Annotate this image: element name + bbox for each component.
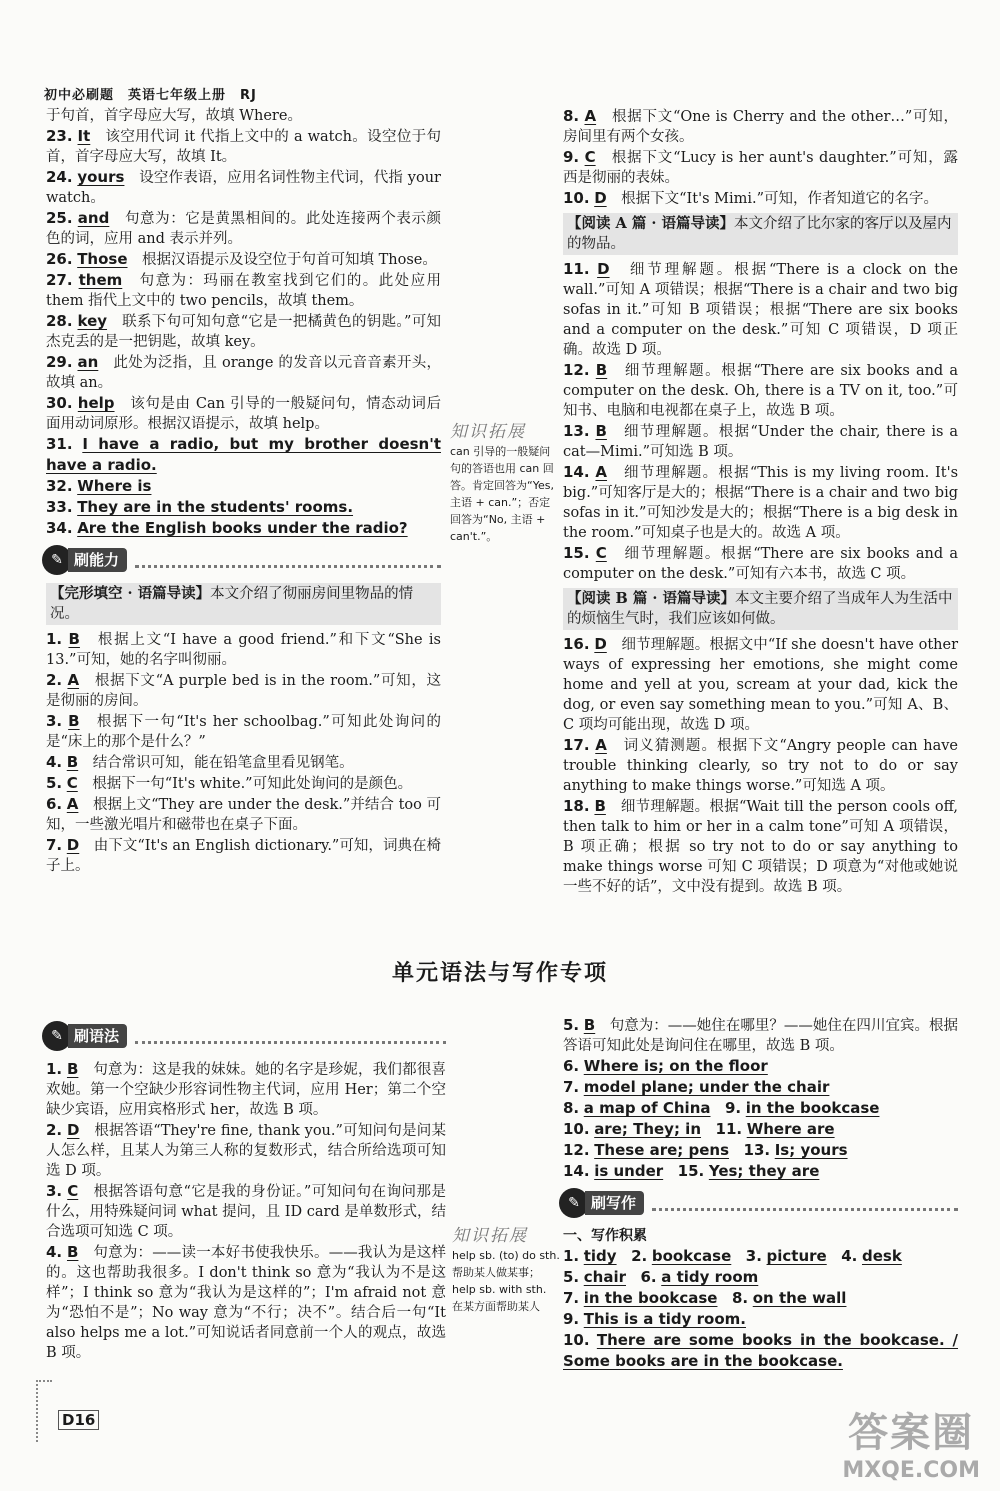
answer-key: model plane; under the chair: [583, 1078, 830, 1096]
explanation-text: 根据汉语提示及设空位于句首可知填 Those。: [142, 252, 437, 268]
answer-key: B: [66, 1243, 79, 1261]
explanation-text: 句意为：玛丽在教室找到它们的。此处应用 them 指代上文中的 two pencils，故填 them。: [46, 273, 442, 309]
answer-key: There are some books in the bookcase. / Some books are in the bookcase.: [563, 1331, 959, 1370]
reading-a-guide: [563, 213, 958, 255]
question-number: 13.: [743, 1141, 771, 1159]
explanation-text: 该句是由 Can 引导的一般疑问句，情态动词后面用动词原形。根据汉语提示，故填 help。: [46, 396, 442, 432]
answer-key: tidy: [583, 1247, 617, 1265]
answer-item: [46, 711, 441, 752]
answer-line: [563, 1140, 958, 1161]
question-number: 10.: [563, 1120, 590, 1138]
answer-item: [46, 106, 441, 126]
answer-key: C: [66, 774, 78, 792]
answer-key: in the bookcase: [583, 1289, 718, 1307]
answer-key: A: [595, 463, 608, 481]
answer-item: [46, 1120, 446, 1181]
explanation-text: 根据上文“They are under the desk.”并结合 too 可知，一些激光唱片和磁带也在桌子下面。: [46, 797, 442, 833]
explanation-text: 句意为：这是我的妹妹。她的名字是珍妮，我们都很喜欢她。第一个空缺少形容词性物主代词，应用 Her；第二个空缺少宾语，应用宾格形式 her，故选 B 项。: [46, 1062, 447, 1118]
question-number: 2.: [46, 671, 63, 689]
answer-item: [46, 208, 441, 249]
answer-key: bookcase: [651, 1247, 732, 1265]
explanation-text: 细节理解题。根据“There is a clock on the wall.”可知 A 项错误；根据“There is a chair and two big sofas in it.”可知 B 项错误；根据“There are six books and a computer on the desk.”可知 C 项错误，D 项正确。故选 D 项。: [563, 262, 959, 358]
answer-key: These are; pens: [594, 1141, 730, 1159]
grammar-answers-continued: [563, 1015, 958, 1056]
answer-item: [46, 311, 441, 352]
writing-subheading: 一、写作积累: [563, 1228, 647, 1244]
question-number: 11.: [563, 260, 590, 278]
cloze-answers-continued: [563, 106, 958, 209]
question-number: 2.: [46, 1121, 63, 1139]
answer-line: [563, 1119, 958, 1140]
explanation-text: 词义猜测题。根据下文“Angry people can have trouble thinking clearly, so try not to do or say anything to make things worse.”可知选 A 项。: [563, 738, 959, 794]
answer-item: [563, 735, 958, 796]
answer-key: B: [594, 797, 606, 815]
question-number: 4.: [46, 753, 63, 771]
answer-key: Yes; they are: [708, 1162, 820, 1180]
answer-item: [563, 543, 958, 584]
answer-item: [563, 147, 958, 188]
question-number: 14.: [563, 463, 590, 481]
answer-key: them: [78, 271, 123, 289]
question-number: 1.: [46, 1060, 63, 1078]
answer-key: B: [68, 712, 80, 730]
answer-item: [46, 1181, 446, 1242]
explanation-text: 联系下句可知句意“它是一把橘黄色的钥匙。”可知杰克丢的是一把钥匙，故填 key。: [46, 314, 442, 350]
question-number: 29.: [46, 353, 73, 371]
answer-item: [46, 167, 441, 208]
answer-item: [563, 421, 958, 462]
question-number: 9.: [563, 1310, 580, 1328]
answer-key: C: [67, 1182, 79, 1200]
answer-item: [46, 270, 441, 311]
dotted-divider: [135, 553, 441, 568]
explanation-text: 根据下一句“It's white.”可知此处询问的是颜色。: [92, 776, 413, 792]
question-number: 2.: [631, 1247, 648, 1265]
answer-key: C: [595, 544, 607, 562]
explanation-text: 由下文“It's an English dictionary.”可知，词典在椅子上。: [46, 838, 442, 874]
watermark-logo: [842, 1401, 980, 1483]
page-corner-mark: [36, 1380, 52, 1442]
answer-key: B: [66, 1060, 79, 1078]
answer-key: I have a radio, but my brother doesn't have a radio.: [46, 435, 441, 474]
answer-key: A: [67, 671, 80, 689]
pen-icon: ✎: [42, 1021, 72, 1051]
answer-item: [46, 1059, 446, 1120]
answer-lines-left: [46, 434, 441, 539]
writing-fill-lines: [563, 1246, 958, 1372]
watermark-url: MXQE.COM: [842, 1458, 980, 1483]
answer-item: [563, 462, 958, 543]
section-badge-ability: [42, 545, 441, 575]
answer-key: C: [584, 148, 596, 166]
answer-key: a map of China: [583, 1099, 711, 1117]
answer-key: D: [66, 836, 80, 854]
knowledge-note-help: [452, 1228, 560, 1315]
answer-key: help: [77, 394, 115, 412]
question-number: 3.: [46, 1182, 63, 1200]
explanation-text: 此处为泛指，且 orange 的发音以元音音素开头，故填 an。: [46, 355, 442, 391]
answer-item: [563, 796, 958, 897]
watermark-title: 答案圈: [848, 1410, 975, 1456]
question-number: 8.: [563, 1099, 580, 1117]
explanation-text: 根据上文“I have a good friend.”和下文“She is 13.”可知，她的名字叫彻丽。: [46, 632, 442, 668]
note-text: help sb. (to) do sth. 帮助某人做某事；help sb. with sth. 在某方面帮助某人: [452, 1249, 560, 1313]
explanation-text: 根据下一句“It's her schoolbag.”可知此处询问的是“床上的那个是什么？”: [46, 714, 441, 750]
answer-item: [46, 629, 441, 670]
explanation-text: 于句首，首字母应大写，故填 Where。: [46, 108, 302, 124]
explanation-text: 细节理解题。根据“Wait till the person cools off, then talk to him or her in a calm tone”可知 A 项错误，B 项正确；根据 so try not to do or say anything to make things worse 可知 C 项错误；D 项意为“对他或她说一些不好的话”，文中没有提到。故选 B 项。: [563, 799, 959, 895]
answer-item: [46, 393, 441, 434]
dotted-divider: [652, 1196, 958, 1211]
reading-b-guide: [563, 588, 958, 630]
guide-title: 【阅读 B 篇 · 语篇导读】: [567, 590, 735, 607]
question-number: 3.: [745, 1247, 762, 1265]
explanation-text: 句意为：它是黄黑相间的。此处连接两个表示颜色的词，应用 and 表示并列。: [46, 211, 442, 247]
answer-key: in the bookcase: [745, 1099, 880, 1117]
answer-item: [46, 249, 441, 270]
answer-line: [563, 1056, 958, 1077]
unit-title: 单元语法与写作专项: [391, 961, 608, 986]
answer-key: B: [595, 422, 607, 440]
answer-list-top-left: [46, 106, 441, 434]
answer-line: [563, 1077, 958, 1098]
answer-key: D: [66, 1121, 80, 1139]
question-number: 23.: [46, 127, 73, 145]
answer-line: [46, 476, 441, 497]
answer-key: B: [68, 630, 80, 648]
question-number: 4.: [46, 1243, 63, 1261]
answer-line: [563, 1246, 958, 1267]
answer-line: [563, 1330, 958, 1372]
question-number: 25.: [46, 209, 73, 227]
answer-item: [563, 106, 958, 147]
left-column: [46, 106, 441, 876]
explanation-text: 根据下文“Lucy is her aunt's daughter.”可知，露西是彻丽的表妹。: [563, 150, 959, 186]
explanation-text: 根据下文“It's Mimi.”可知，作者知道它的名字。: [621, 191, 939, 207]
question-number: 13.: [563, 422, 590, 440]
guide-title: 【完形填空 · 语篇导读】: [50, 585, 211, 602]
answer-item: [46, 835, 441, 876]
answer-item: [46, 1242, 446, 1363]
explanation-text: 设空作表语，应用名词性物主代词，代指 your watch。: [46, 170, 441, 206]
answer-key: Those: [77, 250, 128, 268]
question-number: 6.: [640, 1268, 657, 1286]
question-number: 5.: [46, 774, 63, 792]
guide-text: 本文介绍了比尔家的客厅以及屋内的物品。: [567, 216, 952, 252]
page-header: 初中必刷题 英语七年级上册 RJ: [44, 88, 257, 103]
answer-key: D: [597, 260, 610, 278]
guide-text: 本文介绍了彻丽房间里物品的情况。: [50, 586, 414, 622]
answer-key: D: [594, 189, 607, 207]
answer-key: an: [77, 353, 99, 371]
answer-item: [563, 1015, 958, 1056]
answer-item: [46, 773, 441, 794]
question-number: 8.: [563, 107, 580, 125]
answer-key: They are in the students' rooms.: [77, 498, 354, 516]
grammar-column: [46, 1015, 446, 1363]
answer-key: B: [583, 1016, 596, 1034]
explanation-text: 根据答语“They're fine, thank you.”可知问句是问某人怎么样，且某人为第三人称的复数形式，结合所给选项可知选 D 项。: [46, 1123, 446, 1179]
badge-label: 刷写作: [585, 1191, 644, 1215]
answer-key: Are the English books under the radio?: [77, 519, 408, 537]
answer-line: [563, 1309, 958, 1330]
pen-icon: ✎: [559, 1188, 589, 1218]
cloze-guide: [46, 583, 441, 625]
question-number: 30.: [46, 394, 73, 412]
question-number: 1.: [563, 1247, 580, 1265]
answer-key: Where is: [77, 477, 152, 495]
question-number: 14.: [563, 1162, 590, 1180]
question-number: 33.: [46, 498, 73, 516]
explanation-text: 句意为：——她住在哪里？——她住在四川宜宾。根据答语可知此处是询问住在哪里，故选 B 项。: [563, 1018, 959, 1054]
question-number: 12.: [563, 1141, 590, 1159]
answer-line: [563, 1267, 958, 1288]
badge-label: 刷能力: [68, 548, 127, 572]
answer-item: [46, 670, 441, 711]
answer-key: B: [66, 753, 79, 771]
cloze-answers: [46, 629, 441, 876]
answer-key: It: [77, 127, 91, 145]
explanation-text: 根据答语句意“它是我的身份证。”可知问句在询问那是什么，用特殊疑问词 what 提问，且 ID card 是单数形式，结合选项可知选 C 项。: [46, 1184, 446, 1240]
answer-line: [46, 497, 441, 518]
section-badge-grammar: [42, 1021, 446, 1051]
section-badge-writing: [559, 1188, 958, 1218]
question-number: 10.: [563, 189, 590, 207]
answer-key: B: [595, 361, 608, 379]
question-number: 16.: [563, 635, 590, 653]
explanation-text: 该空用代词 it 代指上文中的 a watch。设空位于句首，首字母应大写，故填 It。: [46, 129, 442, 165]
answer-key: A: [584, 107, 597, 125]
question-number: 31.: [46, 435, 73, 453]
question-number: 7.: [46, 836, 63, 854]
question-number: 27.: [46, 271, 73, 289]
reading-b-answers: [563, 634, 958, 897]
answer-line: [563, 1098, 958, 1119]
answer-key: a tidy room: [661, 1268, 759, 1286]
knowledge-note-can: [450, 424, 558, 545]
explanation-text: 句意为：——读一本好书使我快乐。——我认为是这样的。这也帮助我很多。I don't think so 意为“我认为不是这样”；I think so 意为“我认为是这样的”；I'm afraid not 意为“恐怕不是”；No way 意为“不行；决不”。结合后一句“It also helps me a lot.”可知说话者同意前一个人的观点，故选 B 项。: [46, 1245, 447, 1361]
answer-key: and: [77, 209, 110, 227]
grammar-fill-lines: [563, 1056, 958, 1182]
question-number: 11.: [715, 1120, 743, 1138]
explanation-text: 细节理解题。根据“This is my living room. It's big.”可知客厅是大的；根据“There is a chair and two big sofas in it.”可知沙发是大的；根据“There is a big desk in the room.”可知桌子也是大的。故选 A 项。: [563, 465, 959, 541]
explanation-text: 细节理解题。根据文中“If she doesn't have other ways of expressing her emotions, she might come home and yell at you, scream at your dad, kick the dog, or even say something mean to you.”可知 A、B、C 项均可能出现，故选 D 项。: [563, 637, 959, 733]
question-number: 6.: [46, 795, 63, 813]
explanation-text: 细节理解题。根据“There are six books and a computer on the desk. Oh, there is a TV on it, too.”可知书、电脑和电视都在桌子上，故选 B 项。: [563, 363, 959, 419]
question-number: 34.: [46, 519, 73, 537]
question-number: 15.: [677, 1162, 705, 1180]
answer-item: [46, 352, 441, 393]
question-number: 7.: [563, 1078, 580, 1096]
question-number: 7.: [563, 1289, 580, 1307]
answer-item: [46, 126, 441, 167]
question-number: 8.: [731, 1289, 749, 1307]
explanation-text: 根据下文“One is Cherry and the other…”可知，房间里有两个女孩。: [563, 109, 959, 145]
answer-key: This is a tidy room.: [583, 1310, 746, 1328]
pen-icon: ✎: [42, 545, 72, 575]
question-number: 32.: [46, 477, 73, 495]
question-number: 4.: [841, 1247, 858, 1265]
question-number: 9.: [725, 1099, 742, 1117]
note-text: can 引导的一般疑问句的答语也用 can 回答。肯定回答为“Yes, 主语 + can.”；否定回答为“No, 主语 + can't.”。: [450, 445, 554, 543]
dotted-divider: [135, 1029, 446, 1044]
question-number: 5.: [563, 1016, 580, 1034]
explanation-text: 细节理解题。根据“There are six books and a computer on the desk.”可知有六本书，故选 C 项。: [563, 546, 959, 582]
explanation-text: 根据下文“A purple bed is in the room.”可知，这是彻丽的房间。: [46, 673, 442, 709]
answer-key: is under: [594, 1162, 664, 1180]
grammar-writing-column: [563, 1015, 958, 1372]
answer-key: on the wall: [752, 1289, 847, 1307]
answer-key: desk: [861, 1247, 902, 1265]
answer-key: key: [77, 312, 108, 330]
note-title: 知识拓展: [450, 422, 526, 442]
answer-item: [563, 188, 958, 209]
answer-key: chair: [583, 1268, 626, 1286]
badge-label: 刷语法: [68, 1024, 127, 1048]
question-number: 12.: [563, 361, 590, 379]
question-number: 3.: [46, 712, 63, 730]
answer-key: A: [66, 795, 79, 813]
page-number: D16: [58, 1410, 99, 1430]
answer-line: [46, 518, 441, 539]
question-number: 26.: [46, 250, 73, 268]
answer-key: Where is; on the floor: [583, 1057, 768, 1075]
grammar-answers: [46, 1059, 446, 1363]
question-number: 24.: [46, 168, 73, 186]
answer-key: picture: [766, 1247, 827, 1265]
question-number: 6.: [563, 1057, 580, 1075]
answer-item: [46, 752, 441, 773]
answer-key: A: [595, 736, 607, 754]
answer-key: are; They; in: [594, 1120, 702, 1138]
answer-item: [563, 634, 958, 735]
explanation-text: 细节理解题。根据“Under the chair, there is a cat—Mimi.”可知选 B 项。: [563, 424, 959, 460]
question-number: 5.: [563, 1268, 580, 1286]
guide-title: 【阅读 A 篇 · 语篇导读】: [567, 215, 734, 232]
reading-a-answers: [563, 259, 958, 584]
question-number: 28.: [46, 312, 73, 330]
answer-key: D: [594, 635, 607, 653]
question-number: 10.: [563, 1331, 590, 1349]
answer-key: Is; yours: [774, 1141, 848, 1159]
question-number: 1.: [46, 630, 63, 648]
guide-text: 本文主要介绍了当成年人为生活中的烦恼生气时，我们应该如何做。: [567, 591, 953, 627]
note-title: 知识拓展: [452, 1226, 528, 1246]
answer-item: [46, 794, 441, 835]
question-number: 18.: [563, 797, 590, 815]
right-column: [563, 106, 958, 897]
answer-item: [563, 360, 958, 421]
answer-line: [563, 1161, 958, 1182]
answer-line: [46, 434, 441, 476]
explanation-text: 结合常识可知，能在铅笔盒里看见钢笔。: [92, 755, 354, 771]
question-number: 9.: [563, 148, 580, 166]
answer-line: [563, 1288, 958, 1309]
answer-key: Where are: [746, 1120, 835, 1138]
question-number: 15.: [563, 544, 590, 562]
question-number: 17.: [563, 736, 590, 754]
answer-item: [563, 259, 958, 360]
answer-key: yours: [77, 168, 125, 186]
